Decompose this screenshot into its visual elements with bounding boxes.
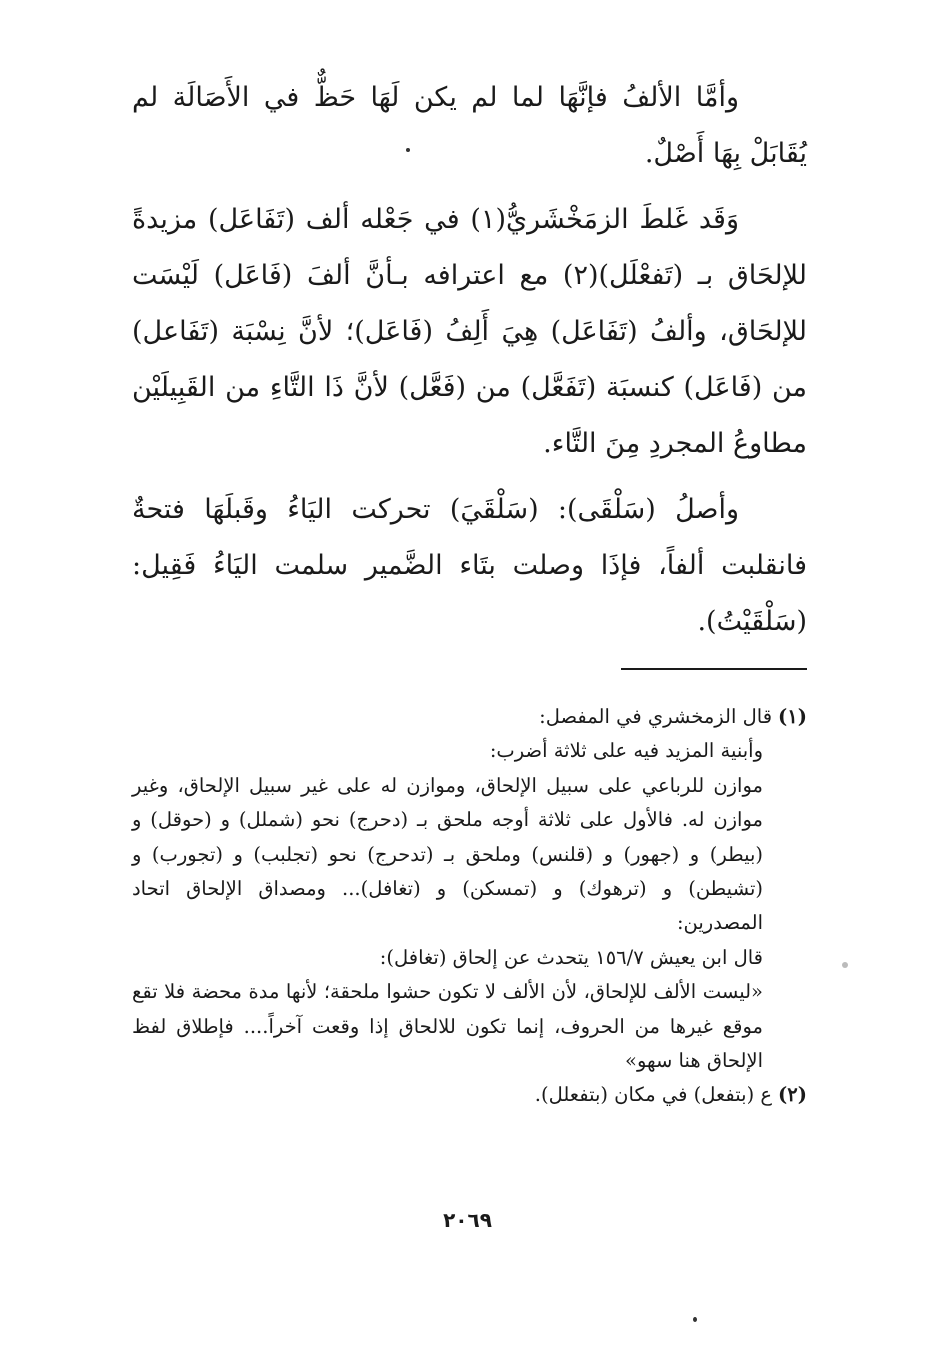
footnotes-section: [132, 700, 807, 1113]
footnote-1-quote: «ليست الألف للإلحاق، لأن الألف لا تكون حشوا ملحقة؛ لأنها مدة محضة فلا تقع موقع غيرها من الحروف، إنما تكون للالحاق إذا وقعت آخراً.... فإطلاق لفظ الإلحاق هنا سهو»: [132, 980, 763, 1073]
footnote-1-head: [132, 700, 807, 734]
paragraph-alif: وأمَّا الألفُ فإنَّهَا لما لم يكن لَهَا حَظٌّ في الأَصَالَة لم يُقَابَلْ بِهَا أَصْلٌ.: [132, 82, 807, 169]
paragraph-salqa: وأصلُ (سَلْقَى): (سَلْقَيَ) تحركت اليَاءُ وقَبلَهَا فتحةٌ فانقلبت ألفاً، فإذَا وصلت بتَاء الضَّمير سلمت اليَاءُ فَقِيل: (سَلْقَيْتُ).: [132, 494, 807, 637]
footnote-2-number: (٢): [778, 1083, 807, 1107]
main-text-body: [132, 70, 807, 660]
page-number: ٢٠٦٩: [443, 1208, 492, 1232]
footnote-1-head-text: قال الزمخشري في المفصل:: [539, 705, 773, 728]
ink-speck: [842, 962, 848, 968]
footnote-divider: [621, 668, 807, 670]
footnote-1-line: موازن للرباعي على سبيل الإلحاق، وموازن له على غير سبيل الإلحاق، وغير موازن له. فالأول على ثلاثة أوجه ملحق بـ (دحرج) نحو (شملل) و (حوقل) و (بيطر) و (جهور) و (قلنس) وملحق بـ (تدحرج) نحو (تجلبب) و (تجورب) و (تشيطن) و (ترهوك) و (تمسكن) و (تغافل)... ومصداق الإلحاق اتحاد المصدرين:: [132, 773, 763, 935]
ink-speck: [406, 148, 410, 152]
footnote-1-line: وأبنية المزيد فيه على ثلاثة أضرب:: [489, 739, 763, 763]
footnote-2: [132, 1078, 807, 1112]
footnote-1-line: قال ابن يعيش ١٥٦/٧ يتحدث عن إلحاق (تغافل):: [379, 945, 763, 969]
paragraph-zamakhshari: وَقَد غَلطَ الزمَخْشَريُّ(١) في جَعْله ألف (تَفَاعَل) مزيدةً للإلحَاق بـ (تَفعْلَل)(٢) مع اعترافه بـأنَّ ألفَ (فَاعَل) لَيْسَت للإلحَاق، وألفُ (تَفَاعَل) هِيَ أَلِفُ (فَاعَل)؛ لأنَّ نِسْبَة (تَفَاعل) من (فَاعَل) كنسبَة (تَفَعَّل) من (فَعَّل) لأنَّ ذَا التَّاءِ من القَبِيلَيْن مطاوعُ المجردِ مِنَ التَّاء.: [132, 204, 807, 459]
footnote-2-text: ع (بتفعل) في مكان (بتفعلل).: [534, 1083, 773, 1107]
footnote-1-number: (١): [778, 705, 807, 728]
ink-speck: [693, 1317, 697, 1322]
